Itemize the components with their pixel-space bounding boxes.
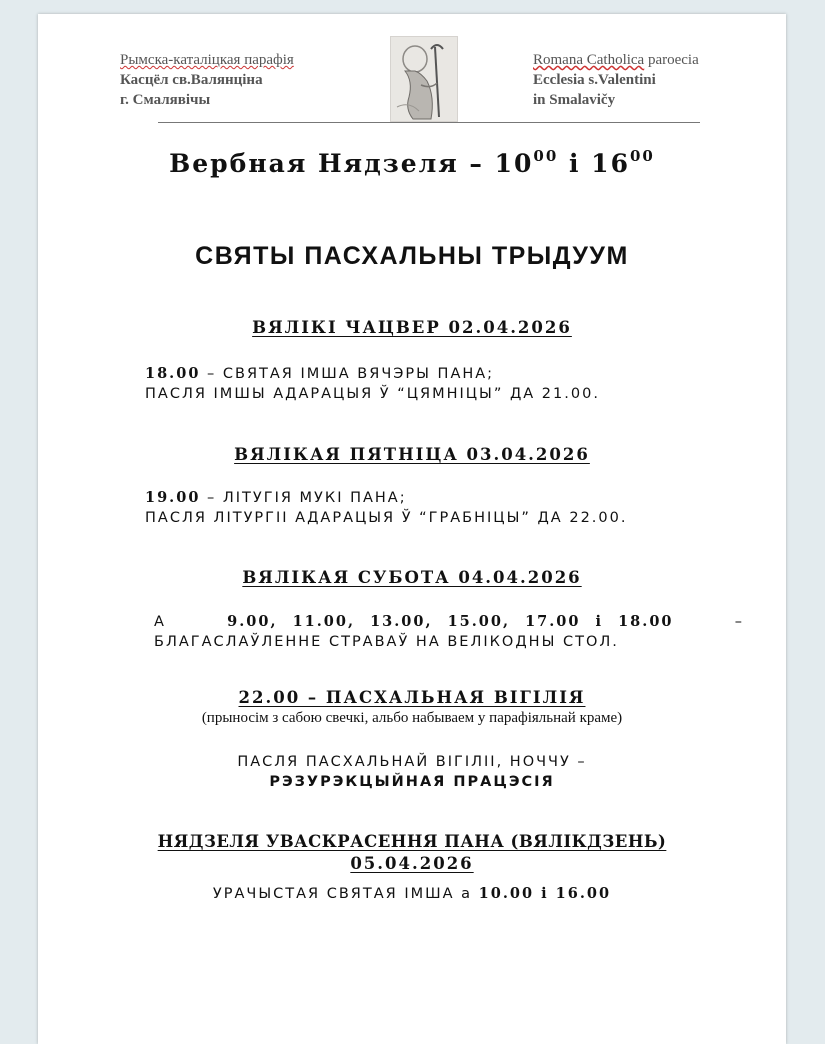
saint-valentine-logo: [390, 36, 458, 122]
palm-sunday-title: Вербная Нядзеля – $10^{00}$ і $16^{00}$: [169, 147, 655, 178]
header-divider: [158, 122, 700, 123]
town-name-la: in Smalavičy: [533, 92, 616, 108]
parish-header-left: [120, 50, 294, 110]
sunday-heading: НЯДЗЕЛЯ УВАСКРАСЕННЯ ПАНА (ВЯЛІКДЗЕНЬ): [157, 832, 667, 851]
sunday-schedule: УРАЧЫСТАЯ СВЯТАЯ ІМША а 10.00 і 16.00: [212, 885, 612, 902]
thursday-heading: ВЯЛІКІ ЧАЦВЕР 02.04.2026: [252, 318, 572, 337]
church-name-la: Ecclesia s.Valentini: [533, 72, 656, 88]
triduum-title: СВЯТЫ ПАСХАЛЬНЫ ТРЫДУУМ: [195, 242, 629, 270]
saturday-schedule: А 9.00, 11.00, 13.00, 15.00, 17.00 і 18.00 – БЛАГАСЛАЎЛЕННЕ СТРАВАЎ НА ВЕЛІКОДНЫ СТОЛ.: [154, 613, 744, 650]
vigil-note: (прыносім з сабою свечкі, альбо набываем у парафіяльнай краме): [201, 710, 623, 726]
friday-heading: ВЯЛІКАЯ ПЯТНІЦА 03.04.2026: [234, 445, 590, 464]
sunday-date: 05.04.2026: [350, 854, 474, 873]
town-name-by: г. Смалявічы: [120, 92, 211, 108]
vigil-after: ПАСЛЯ ПАСХАЛЬНАЙ ВІГІЛІІ, НОЧЧУ – РЭЗУРЭКЦЫЙНАЯ ПРАЦЭСІЯ: [237, 754, 587, 790]
friday-schedule: 19.00 – ЛІТУГІЯ МУКІ ПАНА; ПАСЛЯ ЛІТУРГІІ АДАРАЦЫЯ Ў “ГРАБНІЦЫ” ДА 22.00.: [145, 489, 628, 526]
parish-name-by: Рымска-каталіцкая парафія: [120, 52, 294, 68]
parish-header-right: [533, 50, 699, 110]
church-name-by: Касцёл св.Валянціна: [120, 72, 263, 88]
vigil-heading: 22.00 – ПАСХАЛЬНАЯ ВІГІЛІЯ: [238, 688, 586, 707]
saturday-heading: ВЯЛІКАЯ СУБОТА 04.04.2026: [242, 568, 582, 587]
document-page: [38, 14, 786, 1044]
parish-name-la: Romana Catholica paroecia: [533, 52, 699, 68]
thursday-schedule: 18.00 – СВЯТАЯ ІМША ВЯЧЭРЫ ПАНА; ПАСЛЯ ІМШЫ АДАРАЦЫЯ Ў “ЦЯМНІЦЫ” ДА 21.00.: [145, 365, 600, 402]
